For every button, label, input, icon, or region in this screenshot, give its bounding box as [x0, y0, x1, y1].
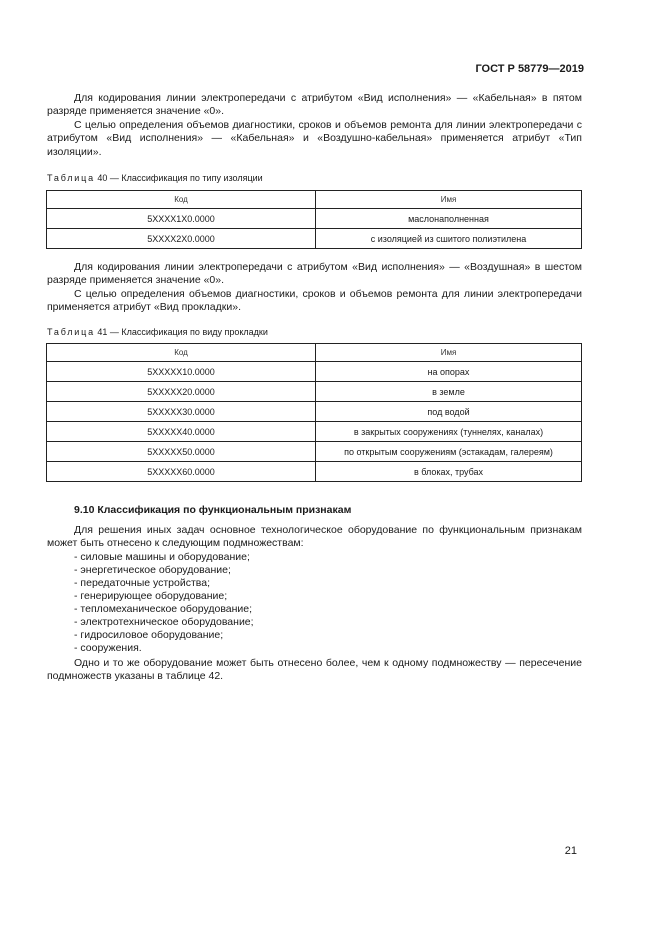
table-row [47, 462, 582, 482]
table-cell-name: по открытым сооружениям (эстакадам, галереям) [316, 442, 582, 462]
table-header-row [47, 191, 582, 209]
list-item: - гидросиловое оборудование; [74, 629, 224, 641]
table-cell-code: 5XXXXX30.0000 [47, 402, 316, 422]
column-header-name: Имя [316, 344, 582, 362]
table-cell-code: 5XXXXX60.0000 [47, 462, 316, 482]
table-cell-name: маслонаполненная [316, 209, 582, 229]
paragraph-cable-fifth-digit: Для кодирования линии электропередачи с атрибутом «Вид исполнения» — «Кабельная» в пятом разряде применяется значение «0». [47, 92, 582, 118]
table-41 [46, 343, 582, 482]
section-heading: 9.10 Классификация по функциональным признакам [74, 504, 352, 516]
table-40-caption-prefix: Таблица [47, 173, 95, 183]
list-item: - передаточные устройства; [74, 577, 211, 589]
table-row [47, 422, 582, 442]
paragraph-insulation-type: С целью определения объемов диагностики, сроков и объемов ремонта для линии электропередачи с атрибутом «Вид исполнения» — «Кабельная» и «Воздушно-кабельная» применяется атрибут «Тип изоляции». [47, 119, 582, 158]
table-header-row [47, 344, 582, 362]
table-row [47, 209, 582, 229]
paragraph-functional-subsets: Для решения иных задач основное технологическое оборудование по функциональным признакам может быть отнесено к следующим подмножествам: [47, 524, 582, 550]
table-41-caption [47, 327, 268, 338]
table-cell-code: 5XXXXX40.0000 [47, 422, 316, 442]
column-header-code: Код [47, 191, 316, 209]
table-cell-name: под водой [316, 402, 582, 422]
paragraph-subset-intersection: Одно и то же оборудование может быть отнесено более, чем к одному подмножеству — пересечение подмножеств указаны в таблице 42. [47, 657, 582, 683]
list-item: - тепломеханическое оборудование; [74, 603, 253, 615]
table-cell-code: 5XXXX2X0.0000 [47, 229, 316, 249]
table-41-caption-title: 41 — Классификация по виду прокладки [94, 327, 268, 337]
column-header-name: Имя [316, 191, 582, 209]
table-cell-code: 5XXXXX20.0000 [47, 382, 316, 402]
table-row [47, 442, 582, 462]
column-header-code: Код [47, 344, 316, 362]
table-row [47, 402, 582, 422]
table-cell-name: с изоляцией из сшитого полиэтилена [316, 229, 582, 249]
table-cell-name: в блоках, трубах [316, 462, 582, 482]
table-40 [46, 190, 582, 249]
paragraph-laying-type: С целью определения объемов диагностики, сроков и объемов ремонта для линии электропередачи применяется атрибут «Вид прокладки». [47, 288, 582, 314]
table-40-caption-title: 40 — Классификация по типу изоляции [94, 173, 263, 183]
page-number: 21 [564, 845, 577, 857]
table-cell-name: в земле [316, 382, 582, 402]
table-40-caption [47, 173, 263, 184]
list-item: - силовые машины и оборудование; [74, 551, 250, 563]
table-cell-name: в закрытых сооружениях (туннелях, каналах) [316, 422, 582, 442]
paragraph-overhead-sixth-digit: Для кодирования линии электропередачи с атрибутом «Вид исполнения» — «Воздушная» в шестом разряде применяется значение «0». [47, 261, 582, 287]
list-item: - генерирующее оборудование; [74, 590, 228, 602]
table-cell-name: на опорах [316, 362, 582, 382]
list-item: - сооружения. [74, 642, 142, 654]
list-item: - электротехническое оборудование; [74, 616, 254, 628]
table-cell-code: 5XXXX1X0.0000 [47, 209, 316, 229]
list-item: - энергетическое оборудование; [74, 564, 231, 576]
table-row [47, 382, 582, 402]
table-cell-code: 5XXXXX50.0000 [47, 442, 316, 462]
table-41-caption-prefix: Таблица [47, 327, 95, 337]
table-row [47, 229, 582, 249]
table-cell-code: 5XXXXX10.0000 [47, 362, 316, 382]
standard-number: ГОСТ Р 58779—2019 [475, 63, 584, 75]
table-row [47, 362, 582, 382]
